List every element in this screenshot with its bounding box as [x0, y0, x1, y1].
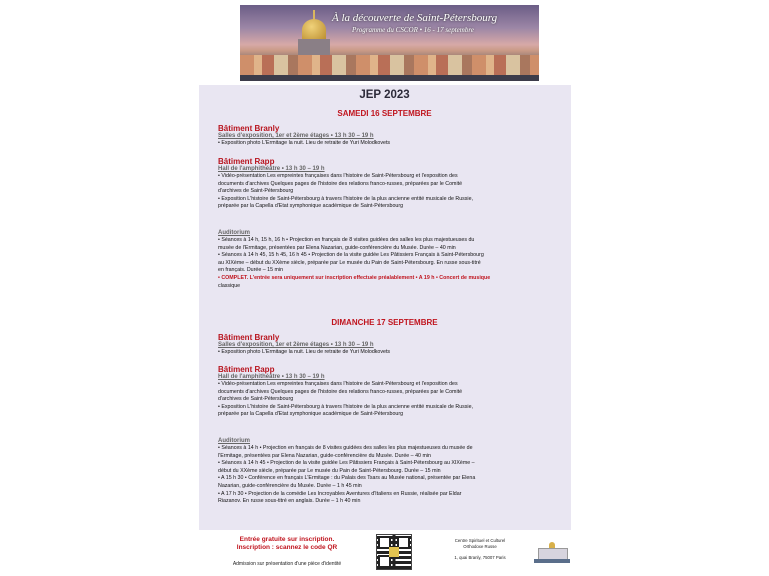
cathedral-logo-icon — [534, 540, 570, 564]
registration-line-1: Entrée gratuite sur inscription. — [239, 536, 335, 543]
text-line: • Exposition L'histoire de Saint-Pétersbourg à travers l'histoire de la plus ancienne entité musicale de Russie, — [218, 195, 474, 202]
section-subtitle: Auditorium — [218, 230, 250, 236]
section-rapp — [218, 365, 568, 419]
text-line: • Séances à 14 h 45 • Projection de la visite guidée Les Pâtissiers Français à Saint-Pétersbourg au XIXème – — [218, 460, 475, 467]
text-line-complet: • COMPLET. L'entrée sera uniquement sur inscription effectuée préalablement • A 19 h • Concert de musique — [218, 274, 491, 281]
section-subtitle: Salles d'exposition, 1er et 2ème étages • 13 h 30 – 19 h — [218, 133, 374, 139]
section-subtitle: Hall de l'amphithéâtre • 13 h 30 – 19 h — [218, 374, 325, 380]
registration-info — [212, 536, 362, 567]
day-heading-sunday: DIMANCHE 17 SEPTEMBRE — [331, 318, 438, 327]
building-title: Bâtiment Branly — [218, 333, 280, 342]
page-title: JEP 2023 — [359, 89, 410, 101]
section-branly — [218, 333, 568, 357]
center-name-2: Orthodoxe Russe — [463, 543, 497, 549]
text-line: préparée par la Capella d'Etat symphonique académique de Saint-Pétersbourg — [218, 203, 404, 210]
day-heading-saturday: SAMEDI 16 SEPTEMBRE — [337, 109, 432, 118]
header-banner — [240, 5, 539, 81]
text-line: • Séances à 14 h, 15 h, 16 h • Projection en français de 8 visites guidées des salles les plus majestueuses du — [218, 237, 475, 243]
cathedral-dome — [302, 19, 326, 41]
text-line: • Vidéo-présentation Les empreintes françaises dans l'histoire de Saint-Pétersbourg et l'exposition des — [218, 173, 458, 179]
center-address — [445, 538, 515, 561]
section-subtitle: Auditorium — [218, 438, 250, 444]
id-notice: Admission sur présentation d'une pièce d'identité — [232, 561, 342, 567]
text-line: • Séances à 14 h • Projection en français de 8 visites guidées des salles les plus majestueuses du musée de — [218, 445, 473, 451]
address: 1, quai Branly, 75007 Paris — [454, 555, 506, 560]
banner-title: À la découverte de Saint-Pétersbourg — [332, 12, 498, 24]
section-auditorium — [218, 438, 568, 506]
qr-center-logo — [389, 547, 399, 557]
text-line: Riazanov. En russe sous-titré en anglais. Durée – 1 h 40 min — [218, 498, 361, 505]
text-line: Nazarian, guide-conférencière du Musée. Durée – 1 h 45 min — [218, 482, 362, 489]
text-line: • A 17 h 30 • Projection de la comédie Les Incroyables Aventures d'Italiens en Russie, réalisée par Eldar — [218, 490, 462, 497]
text-line: classique — [218, 282, 241, 289]
text-line: d'archives de Saint-Pétersbourg — [218, 396, 294, 403]
text-line: d'archives de Saint-Pétersbourg — [218, 188, 294, 195]
building-title: Bâtiment Rapp — [218, 365, 275, 374]
text-line: • Exposition L'histoire de Saint-Pétersbourg à travers l'histoire de la plus ancienne entité musicale de Russie, — [218, 403, 474, 410]
text-line: • A 15 h 30 • Conférence en français L'Ermitage : du Palais des Tsars au Musée national, présentée par Elena — [218, 475, 476, 482]
section-auditorium — [218, 230, 568, 290]
building-title: Bâtiment Branly — [218, 124, 280, 133]
text-line: • Vidéo-présentation Les empreintes françaises dans l'histoire de Saint-Pétersbourg et l'exposition des — [218, 381, 458, 387]
text-line: musée de l'Ermitage, présentées par Elena Nazarian, guide-conférencière du Musée. Durée – 40 min — [218, 244, 456, 251]
text-line: préparée par la Capella d'Etat symphonique académique de Saint-Pétersbourg — [218, 411, 404, 418]
text-line: • Exposition photo L'Ermitage la nuit. Lieu de retraite de Yuri Molodkovets — [218, 140, 391, 146]
logo-base — [534, 559, 570, 563]
text-line: l'Ermitage, présentées par Elena Nazarian, guide-conférencière du Musée. Durée – 40 min — [218, 452, 432, 459]
river — [240, 75, 539, 81]
building-title: Bâtiment Rapp — [218, 157, 275, 166]
text-line: documents d'archives Quelques pages de l'histoire des relations franco-russes, préparées par le Comité — [218, 180, 463, 187]
banner-subtitle: Programme du CSCOR • 16 - 17 septembre — [352, 26, 474, 34]
section-branly — [218, 124, 568, 148]
text-line: documents d'archives Quelques pages de l'histoire des relations franco-russes, préparées par le Comité — [218, 388, 463, 395]
text-line: début du XXème siècle, préparée par Le musée du Pain de Saint-Pétersbourg. Durée – 15 min — [218, 467, 441, 474]
section-subtitle: Salles d'exposition, 1er et 2ème étages • 13 h 30 – 19 h — [218, 342, 374, 348]
section-subtitle: Hall de l'amphithéâtre • 13 h 30 – 19 h — [218, 166, 325, 172]
center-name-1: Centre Spirituel et Culturel — [454, 538, 506, 543]
text-line: au XIXème – début du XXème siècle, préparée par Le musée du Pain de Saint-Pétersbourg. En russe sous-titré — [218, 259, 481, 266]
text-line: en français. Durée – 15 min — [218, 267, 284, 274]
text-line: • Exposition photo L'Ermitage la nuit. Lieu de retraite de Yuri Molodkovets — [218, 349, 391, 355]
registration-line-2: Inscription : scannez le code QR — [236, 544, 338, 551]
qr-code[interactable] — [376, 534, 412, 570]
text-line: • Séances à 14 h 45, 15 h 45, 16 h 45 • Projection de la visite guidée Les Pâtissiers Français à Saint-Pétersbourg — [218, 252, 484, 259]
section-rapp — [218, 157, 568, 211]
